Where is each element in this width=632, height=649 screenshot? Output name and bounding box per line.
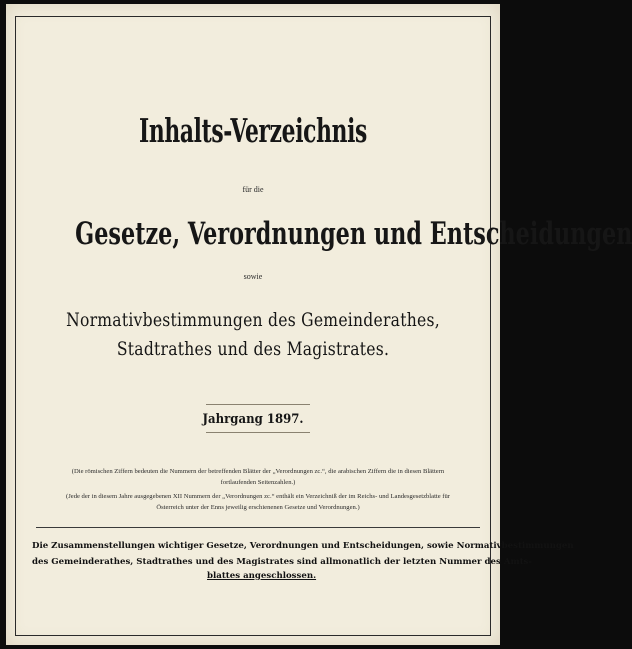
main-heading: Gesetze, Verordnungen und Entscheidungen — [75, 216, 632, 252]
subheading-line-2: Stadtrathes und des Magistrates. — [116, 338, 390, 360]
subheading-line-1: Normativbestimmungen des Gemeinderathes, — [66, 309, 440, 331]
note-2-line-1: (Jede der in diesem Jahre ausgegebenen XII Nummern der „Verordnungen zc.“ enthält ein Verzeichniß der im Reichs- und Landesgesetzblatte für — [66, 493, 450, 500]
year-label: Jahrgang 1897. — [202, 412, 304, 427]
section-rule — [36, 527, 480, 528]
bottom-notice-line-3: blattes angeschlossen. — [207, 571, 317, 581]
bottom-notice-line-2: des Gemeinderathes, Stadtrathes und des Magistrates sind allmonatlich der letzten Nummer des Amts- — [32, 557, 532, 567]
note-2-line-2: Österreich unter der Enns jeweilig erschienenen Gesetze und Verordnungen.) — [156, 504, 360, 511]
connector-fuer-die: für die — [242, 185, 264, 194]
bottom-notice-line-1: Die Zusammenstellungen wichtiger Gesetze, Verordnungen und Entscheidungen, sowie Normativbestimmungen — [32, 541, 574, 551]
connector-sowie: sowie — [243, 272, 263, 281]
note-1-line-2: fortlaufenden Seitenzahlen.) — [220, 479, 296, 486]
page — [6, 4, 632, 645]
divider-bottom — [206, 432, 310, 433]
document-title: Inhalts-Verzeichnis — [139, 111, 367, 150]
divider-top — [206, 404, 310, 405]
note-1-line-1: (Die römischen Ziffern bedeuten die Nummern der betreffenden Blätter der „Verordnungen zc.“, die arabischen Ziffern die in diesen Blättern — [71, 468, 445, 475]
